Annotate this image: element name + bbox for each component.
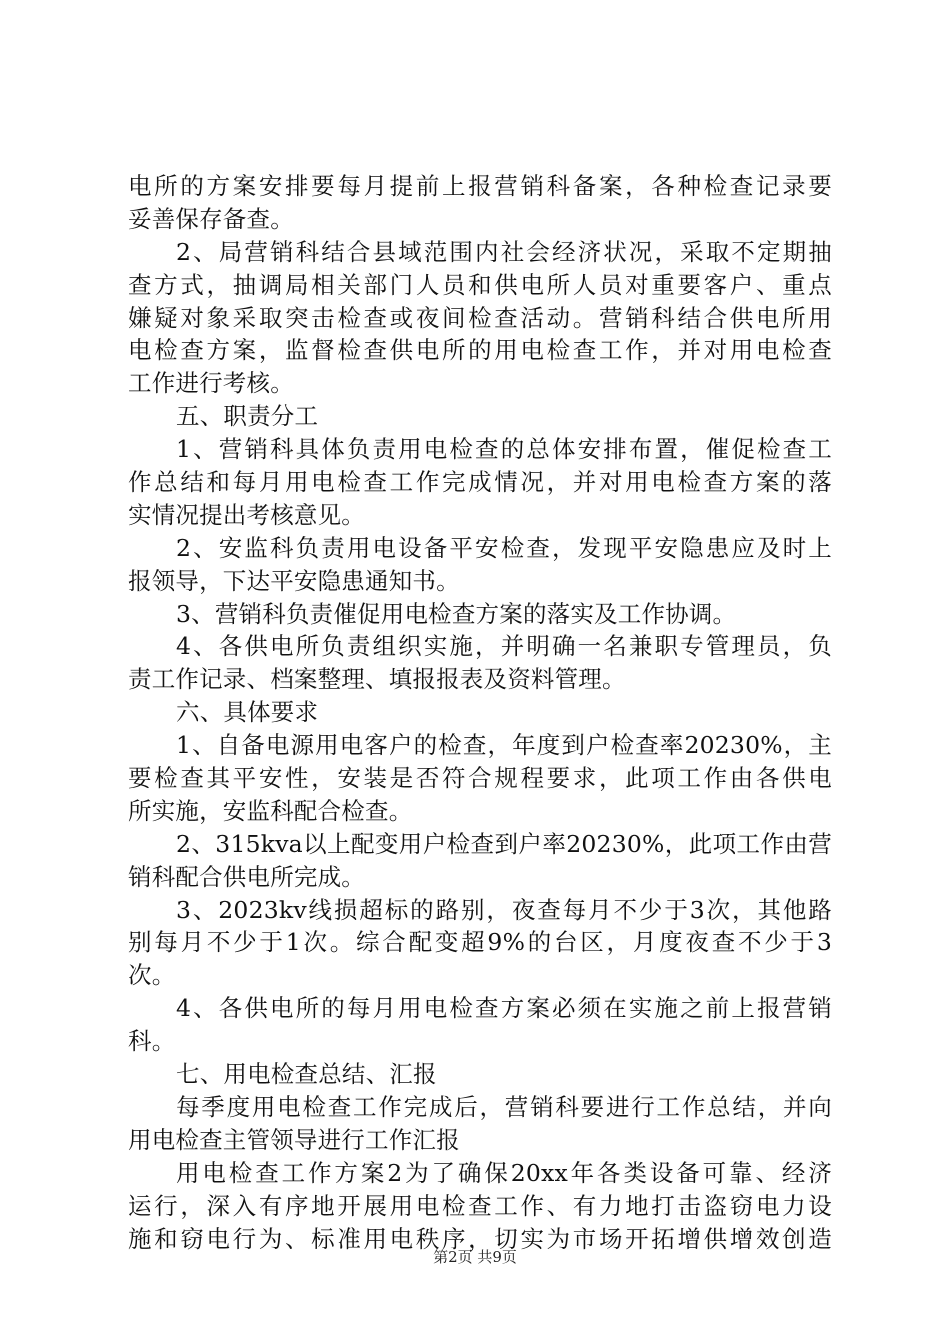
text-line: 销科配合供电所完成。 <box>128 862 365 891</box>
text-line: 1、自备电源用电客户的检查，年度到户检查率20230%，主 <box>176 731 832 760</box>
text-line: 报领导，下达平安隐患通知书。 <box>128 566 460 595</box>
text-line: 运行，深入有序地开展用电检查工作、有力地打击盗窃电力设 <box>128 1191 832 1220</box>
text-line: 次。 <box>128 961 176 990</box>
text-line: 七、用电检查总结、汇报 <box>176 1060 437 1089</box>
text-line: 3、2023kv线损超标的路别，夜查每月不少于3次，其他路 <box>176 895 832 924</box>
text-line: 3、营销科负责催促用电检查方案的落实及工作协调。 <box>176 599 737 628</box>
text-line: 1、营销科具体负责用电检查的总体安排布置，催促检查工 <box>176 435 832 464</box>
text-line: 2、315kva以上配变用户检查到户率20230%，此项工作由营 <box>176 829 832 858</box>
text-line: 实情况提出考核意见。 <box>128 500 365 529</box>
text-line: 六、具体要求 <box>176 698 319 727</box>
text-line: 4、各供电所的每月用电检查方案必须在实施之前上报营销 <box>176 994 832 1023</box>
text-line: 责工作记录、档案整理、填报报表及资料管理。 <box>128 665 626 694</box>
text-line: 要检查其平安性，安装是否符合规程要求，此项工作由各供电 <box>128 764 832 793</box>
text-line: 别每月不少于1次。综合配变超9%的台区，月度夜查不少于3 <box>128 928 832 957</box>
text-line: 查方式，抽调局相关部门人员和供电所人员对重要客户、重点 <box>128 270 832 299</box>
text-line: 电所的方案安排要每月提前上报营销科备案，各种检查记录要 <box>128 172 832 200</box>
text-line: 2、局营销科结合县域范围内社会经济状况，采取不定期抽 <box>176 237 832 266</box>
text-line: 用电检查工作方案2为了确保20xx年各类设备可靠、经济 <box>176 1158 832 1187</box>
document-body <box>128 170 832 1255</box>
text-line: 工作进行考核。 <box>128 369 294 398</box>
text-line: 妥善保存备查。 <box>128 204 294 233</box>
text-line: 4、各供电所负责组织实施，并明确一名兼职专管理员，负 <box>176 632 832 661</box>
text-line: 2、安监科负责用电设备平安检查，发现平安隐患应及时上 <box>176 533 832 562</box>
text-line: 施和窃电行为、标准用电秩序，切实为市场开拓增供增效创造 <box>128 1224 832 1253</box>
text-line: 嫌疑对象采取突击检查或夜间检查活动。营销科结合供电所用 <box>128 303 832 332</box>
text-line: 电检查方案，监督检查供电所的用电检查工作，并对用电检查 <box>128 336 832 365</box>
text-line: 五、职责分工 <box>176 402 319 431</box>
text-line: 用电检查主管领导进行工作汇报 <box>128 1125 460 1154</box>
text-line: 作总结和每月用电检查工作完成情况，并对用电检查方案的落 <box>128 468 832 497</box>
text-line: 所实施，安监科配合检查。 <box>128 796 413 825</box>
page-footer: 第2页 共9页 <box>433 1248 517 1266</box>
text-line: 每季度用电检查工作完成后，营销科要进行工作总结，并向 <box>176 1092 832 1121</box>
text-line: 科。 <box>128 1027 176 1056</box>
